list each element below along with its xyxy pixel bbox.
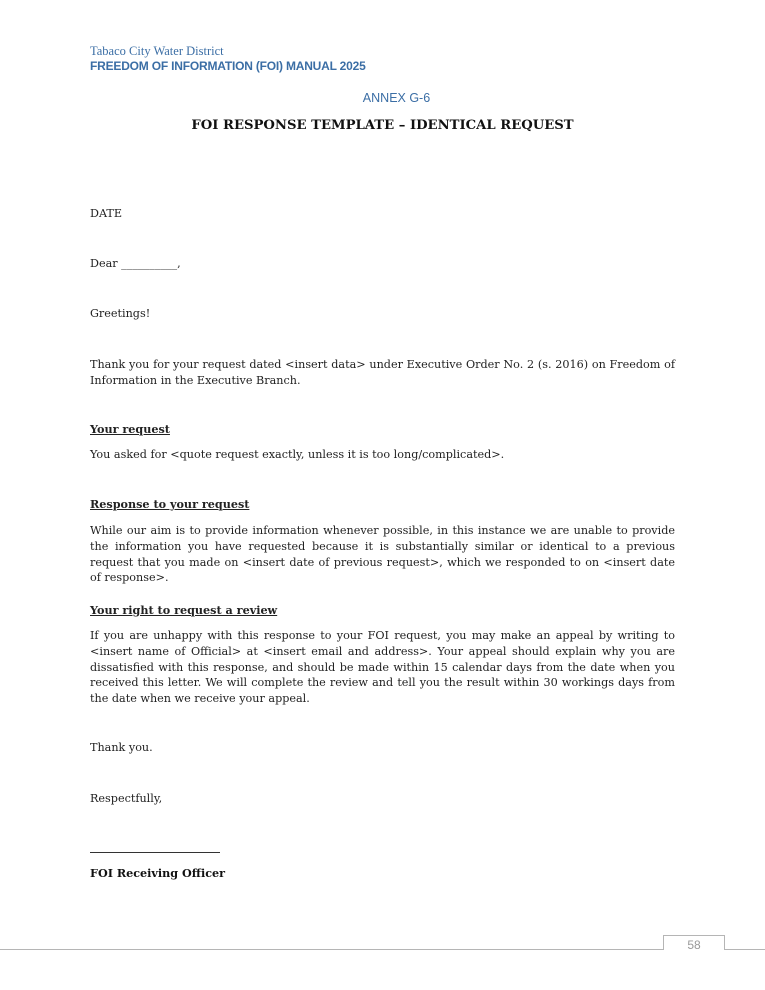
response-paragraph: While our aim is to provide information whenever possible, in this instance we are unable to provide the information you have requested because it is substantially similar or identical to a previous request that you made on <insert date of previous request>, which we responded to on <insert date of response>. (90, 524, 675, 585)
footer-rule (0, 949, 765, 950)
header-manual-title: FREEDOM OF INFORMATION (FOI) MANUAL 2025 (90, 59, 366, 73)
review-heading: Your right to request a review (90, 603, 278, 617)
request-paragraph: You asked for <quote request exactly, unless it is too long/complicated>. (90, 448, 505, 461)
officer-title: FOI Receiving Officer (90, 866, 226, 880)
page-number: 58 (687, 938, 701, 952)
document-title: FOI RESPONSE TEMPLATE – IDENTICAL REQUEST (191, 118, 574, 133)
thanks-line: Thank you. (90, 741, 153, 754)
review-paragraph: If you are unhappy with this response to your FOI request, you may make an appeal by writing to <insert name of Official> at <insert email and address>. Your appeal should explain why you are dissatisfied with this response, and should be made within 15 calendar days from the date when you received this letter. We will complete the review and tell you the result within 30 workings days from the date when we receive your appeal. (90, 629, 675, 706)
header-organization: Tabaco City Water District (90, 44, 224, 58)
request-heading: Your request (90, 422, 170, 436)
letter-date: DATE (90, 207, 123, 220)
intro-paragraph: Thank you for your request dated <insert data> under Executive Order No. 2 (s. 2016) on Freedom of Information in the Executive Branch. (90, 358, 675, 387)
letter-salutation: Dear __________, (90, 257, 181, 270)
annex-label: ANNEX G-6 (362, 91, 431, 105)
response-heading: Response to your request (90, 497, 250, 511)
closing-line: Respectfully, (90, 792, 163, 805)
letter-greeting: Greetings! (90, 307, 151, 320)
signature-line (90, 852, 220, 853)
